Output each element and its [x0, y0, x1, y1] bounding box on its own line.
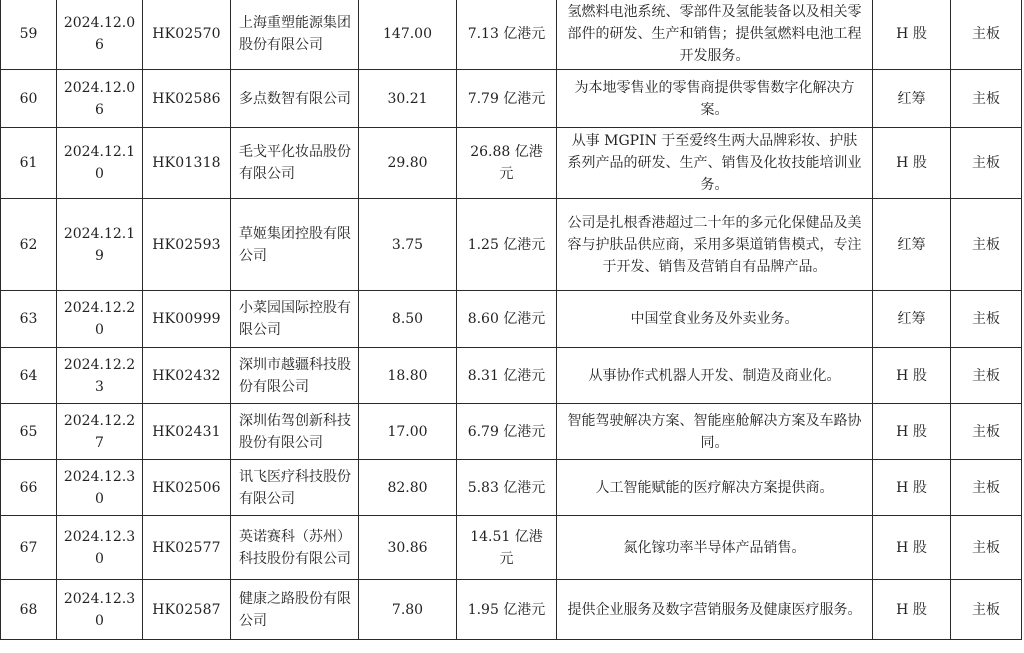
offer-price-cell: 8.50	[359, 291, 457, 348]
fundraising-amount-cell: 5.83 亿港元	[457, 460, 557, 516]
listing-date-cell: 2024.12.23	[57, 348, 143, 404]
company-name-cell: 毛戈平化妆品股份有限公司	[231, 128, 359, 199]
offer-price-cell: 7.80	[359, 580, 457, 640]
listing-date-cell: 2024.12.10	[57, 128, 143, 199]
table-row	[1, 199, 1022, 291]
stock-code-cell: HK02593	[143, 199, 231, 291]
stock-code-cell: HK02570	[143, 0, 231, 70]
board-cell: 主板	[951, 348, 1022, 404]
offer-price-cell: 30.86	[359, 516, 457, 580]
table-row	[1, 460, 1022, 516]
listing-date-cell: 2024.12.06	[57, 70, 143, 128]
stock-code-cell: HK02506	[143, 460, 231, 516]
listing-date-cell: 2024.12.30	[57, 516, 143, 580]
listing-type-cell: H 股	[873, 460, 951, 516]
business-description-cell: 为本地零售业的零售商提供零售数字化解决方案。	[557, 70, 873, 128]
listing-type-cell: H 股	[873, 128, 951, 199]
fundraising-amount-cell: 8.31 亿港元	[457, 348, 557, 404]
row-number-cell: 63	[1, 291, 57, 348]
offer-price-cell: 17.00	[359, 404, 457, 460]
stock-code-cell: HK02586	[143, 70, 231, 128]
row-number-cell: 68	[1, 580, 57, 640]
company-name-cell: 上海重塑能源集团股份有限公司	[231, 0, 359, 70]
business-description-cell: 从事 MGPIN 于至爱终生两大品牌彩妆、护肤系列产品的研发、生产、销售及化妆技能培训业务。	[557, 128, 873, 199]
business-description-cell: 公司是扎根香港超过二十年的多元化保健品及美容与护肤品供应商，采用多渠道销售模式，专注于开发、销售及营销自有品牌产品。	[557, 199, 873, 291]
offer-price-cell: 29.80	[359, 128, 457, 199]
table-row	[1, 70, 1022, 128]
table-row	[1, 348, 1022, 404]
stock-code-cell: HK01318	[143, 128, 231, 199]
listing-type-cell: H 股	[873, 516, 951, 580]
fundraising-amount-cell: 6.79 亿港元	[457, 404, 557, 460]
table-row	[1, 0, 1022, 70]
fundraising-amount-cell: 1.95 亿港元	[457, 580, 557, 640]
listing-type-cell: H 股	[873, 580, 951, 640]
stock-code-cell: HK00999	[143, 291, 231, 348]
listing-date-cell: 2024.12.27	[57, 404, 143, 460]
listing-date-cell: 2024.12.19	[57, 199, 143, 291]
company-name-cell: 英诺赛科（苏州）科技股份有限公司	[231, 516, 359, 580]
row-number-cell: 59	[1, 0, 57, 70]
stock-code-cell: HK02432	[143, 348, 231, 404]
listing-type-cell: 红筹	[873, 291, 951, 348]
listing-date-cell: 2024.12.30	[57, 580, 143, 640]
business-description-cell: 提供企业服务及数字营销服务及健康医疗服务。	[557, 580, 873, 640]
company-name-cell: 讯飞医疗科技股份有限公司	[231, 460, 359, 516]
listing-type-cell: H 股	[873, 0, 951, 70]
listing-date-cell: 2024.12.06	[57, 0, 143, 70]
board-cell: 主板	[951, 70, 1022, 128]
business-description-cell: 人工智能赋能的医疗解决方案提供商。	[557, 460, 873, 516]
board-cell: 主板	[951, 404, 1022, 460]
listing-date-cell: 2024.12.20	[57, 291, 143, 348]
row-number-cell: 67	[1, 516, 57, 580]
table-body	[1, 0, 1022, 640]
listing-date-cell: 2024.12.30	[57, 460, 143, 516]
company-name-cell: 深圳市越疆科技股份有限公司	[231, 348, 359, 404]
business-description-cell: 智能驾驶解决方案、智能座舱解决方案及车路协同。	[557, 404, 873, 460]
row-number-cell: 65	[1, 404, 57, 460]
company-name-cell: 多点数智有限公司	[231, 70, 359, 128]
board-cell: 主板	[951, 291, 1022, 348]
fundraising-amount-cell: 14.51 亿港元	[457, 516, 557, 580]
board-cell: 主板	[951, 580, 1022, 640]
stock-code-cell: HK02577	[143, 516, 231, 580]
row-number-cell: 62	[1, 199, 57, 291]
business-description-cell: 中国堂食业务及外卖业务。	[557, 291, 873, 348]
row-number-cell: 66	[1, 460, 57, 516]
stock-code-cell: HK02587	[143, 580, 231, 640]
table-row	[1, 404, 1022, 460]
board-cell: 主板	[951, 460, 1022, 516]
company-name-cell: 草姬集团控股有限公司	[231, 199, 359, 291]
listing-type-cell: 红筹	[873, 199, 951, 291]
row-number-cell: 64	[1, 348, 57, 404]
table-row	[1, 580, 1022, 640]
company-name-cell: 深圳佑驾创新科技股份有限公司	[231, 404, 359, 460]
row-number-cell: 61	[1, 128, 57, 199]
listing-type-cell: H 股	[873, 404, 951, 460]
offer-price-cell: 82.80	[359, 460, 457, 516]
offer-price-cell: 3.75	[359, 199, 457, 291]
fundraising-amount-cell: 7.79 亿港元	[457, 70, 557, 128]
business-description-cell: 氢燃料电池系统、零部件及氢能装备以及相关零部件的研发、生产和销售；提供氢燃料电池工程开发服务。	[557, 0, 873, 70]
offer-price-cell: 147.00	[359, 0, 457, 70]
table-row	[1, 291, 1022, 348]
table-row	[1, 516, 1022, 580]
listing-type-cell: H 股	[873, 348, 951, 404]
business-description-cell: 氮化镓功率半导体产品销售。	[557, 516, 873, 580]
fundraising-amount-cell: 8.60 亿港元	[457, 291, 557, 348]
board-cell: 主板	[951, 199, 1022, 291]
board-cell: 主板	[951, 128, 1022, 199]
board-cell: 主板	[951, 516, 1022, 580]
table-row	[1, 128, 1022, 199]
board-cell: 主板	[951, 0, 1022, 70]
row-number-cell: 60	[1, 70, 57, 128]
stock-code-cell: HK02431	[143, 404, 231, 460]
fundraising-amount-cell: 26.88 亿港元	[457, 128, 557, 199]
offer-price-cell: 30.21	[359, 70, 457, 128]
company-name-cell: 健康之路股份有限公司	[231, 580, 359, 640]
business-description-cell: 从事协作式机器人开发、制造及商业化。	[557, 348, 873, 404]
fundraising-amount-cell: 7.13 亿港元	[457, 0, 557, 70]
company-name-cell: 小菜园国际控股有限公司	[231, 291, 359, 348]
listing-type-cell: 红筹	[873, 70, 951, 128]
offer-price-cell: 18.80	[359, 348, 457, 404]
fundraising-amount-cell: 1.25 亿港元	[457, 199, 557, 291]
